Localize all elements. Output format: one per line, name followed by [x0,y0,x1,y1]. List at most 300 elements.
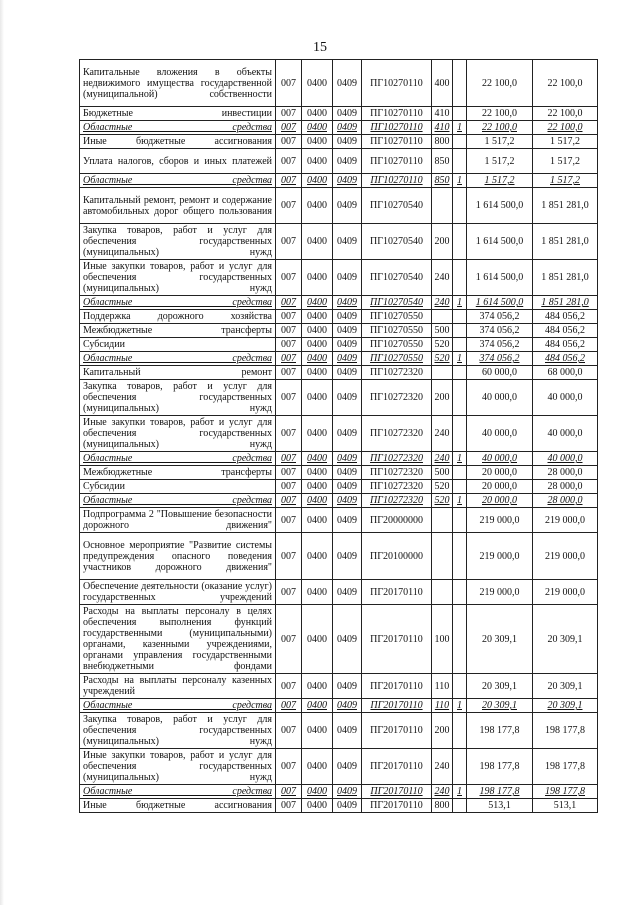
department-code-text: 007 [281,633,296,645]
target-article-code-text: ПГ10272320 [370,495,423,506]
target-article-code-text: ПГ10270110 [370,108,423,119]
row-name [80,224,276,260]
table-row [80,149,598,174]
row-name [80,749,276,785]
department-code [276,260,302,296]
expense-type-code [432,296,453,310]
amount-year-2 [533,380,598,416]
subsection-code-text: 0409 [337,236,357,247]
page-number: 15 [313,40,327,55]
target-article-code-text: ПГ10270110 [370,77,423,89]
row-name [80,799,276,813]
source-code [453,785,467,799]
row-name-text: Закупка товаров, работ и услуг для обеспечения государственных (муниципальных) нужд [83,225,272,258]
section-code [302,224,333,260]
target-article-code-text: ПГ20170110 [370,633,423,645]
target-article-code [362,135,432,149]
amount-year-2 [533,60,598,107]
target-article-code-text: ПГ10270540 [369,236,423,247]
subsection-code [333,352,362,366]
section-code-text: 0400 [307,467,327,478]
target-article-code-text: ПГ10270540 [369,272,423,283]
source-code [453,494,467,508]
target-article-code-text: ПГ20170110 [370,786,423,797]
table-row [80,107,598,121]
source-code-text: 1 [457,353,462,364]
department-code [276,580,302,605]
amount-year-2 [533,674,598,699]
subsection-code [333,533,362,580]
amount-year-2-text: 40 000,0 [547,428,583,439]
row-name [80,121,276,135]
section-code [302,188,333,224]
amount-year-2-text: 484 056,2 [545,311,585,322]
amount-year-1-text: 20 000,0 [482,467,517,478]
subsection-code-text: 0409 [337,467,357,478]
section-code-text: 0400 [307,392,327,403]
department-code-text: 007 [281,586,296,598]
department-code [276,466,302,480]
row-name [80,533,276,580]
table-row [80,135,598,149]
expense-type-code-text: 520 [434,353,450,364]
source-code [453,799,467,813]
section-code-text: 0400 [307,325,327,336]
subsection-code-text: 0409 [337,514,357,526]
expense-type-code [432,605,453,674]
section-code [302,366,333,380]
department-code [276,480,302,494]
expense-type-code-text: 800 [434,136,450,147]
department-code [276,674,302,699]
table-row [80,674,598,699]
department-code-text: 007 [281,272,296,283]
target-article-code-text: ПГ20100000 [369,550,423,562]
amount-year-2-text: 22 100,0 [547,122,583,133]
section-code-text: 0400 [307,453,327,464]
amount-year-1 [467,310,533,324]
source-code [453,452,467,466]
amount-year-2-text: 28 000,0 [547,495,583,506]
amount-year-1 [467,366,533,380]
target-article-code-text: ПГ20170110 [370,680,423,692]
target-article-code-text: ПГ10270110 [370,136,423,147]
expense-type-code-text: 500 [434,467,450,478]
target-article-code [362,60,432,107]
source-code [453,508,467,533]
expense-type-code [432,149,453,174]
amount-year-1-text: 374 056,2 [479,325,520,336]
department-code-text: 007 [281,725,296,736]
amount-year-2-text: 198 177,8 [545,786,585,797]
amount-year-2-text: 484 056,2 [545,325,585,336]
row-name-text: Областные средства [83,700,272,711]
subsection-code [333,60,362,107]
amount-year-1 [467,713,533,749]
source-code-text: 1 [457,453,462,464]
department-code [276,121,302,135]
table-body [80,60,598,813]
table-row [80,799,598,813]
row-name-text: Основное мероприятие "Развитие системы предупреждения опасного поведения участников дорожного движения" [83,539,272,573]
amount-year-1-text: 20 309,1 [482,680,517,692]
amount-year-1 [467,380,533,416]
row-name-text: Межбюджетные трансферты [83,467,272,478]
row-name-text: Субсидии [83,339,125,350]
row-name-text: Иные бюджетные ассигнования [83,800,272,811]
expense-type-code [432,310,453,324]
source-code [453,674,467,699]
row-name-text: Областные средства [83,122,272,133]
target-article-code [362,494,432,508]
row-name [80,149,276,174]
subsection-code [333,480,362,494]
section-code-text: 0400 [307,725,327,736]
amount-year-2 [533,494,598,508]
amount-year-1 [467,605,533,674]
target-article-code [362,452,432,466]
target-article-code [362,107,432,121]
subsection-code-text: 0409 [337,453,357,464]
subsection-code [333,107,362,121]
amount-year-2 [533,466,598,480]
amount-year-1 [467,149,533,174]
subsection-code [333,605,362,674]
target-article-code [362,352,432,366]
subsection-code-text: 0409 [337,175,357,186]
target-article-code [362,533,432,580]
target-article-code-text: ПГ20170110 [370,586,423,598]
source-code [453,60,467,107]
section-code-text: 0400 [307,108,327,119]
subsection-code [333,785,362,799]
expense-type-code [432,580,453,605]
section-code [302,296,333,310]
section-code [302,749,333,785]
target-article-code [362,580,432,605]
expense-type-code [432,135,453,149]
table-row [80,380,598,416]
row-name [80,508,276,533]
amount-year-1 [467,466,533,480]
subsection-code-text: 0409 [337,155,357,167]
expense-type-code [432,60,453,107]
department-code-text: 007 [281,325,296,336]
expense-type-code [432,466,453,480]
section-code-text: 0400 [307,800,327,811]
target-article-code-text: ПГ10270550 [369,325,423,336]
source-code [453,135,467,149]
row-name [80,107,276,121]
amount-year-2-text: 1 851 281,0 [541,272,589,283]
source-code [453,174,467,188]
subsection-code-text: 0409 [337,77,357,89]
expense-type-code [432,749,453,785]
row-name [80,324,276,338]
amount-year-2-text: 1 517,2 [550,136,580,147]
subsection-code-text: 0409 [337,761,357,772]
row-name-text: Областные средства [83,353,272,364]
amount-year-2 [533,107,598,121]
expense-type-code [432,380,453,416]
source-code [453,533,467,580]
amount-year-1-text: 1 614 500,0 [475,200,524,211]
subsection-code [333,324,362,338]
section-code [302,699,333,713]
amount-year-1-text: 374 056,2 [479,339,520,350]
expense-type-code-text: 200 [434,236,450,247]
amount-year-1-text: 1 614 500,0 [475,272,524,283]
expense-type-code [432,260,453,296]
amount-year-2-text: 1 517,2 [550,155,580,167]
amount-year-2-text: 22 100,0 [547,108,583,119]
expense-type-code-text: 110 [434,700,450,711]
source-code [453,296,467,310]
department-code-text: 007 [281,175,296,186]
amount-year-2-text: 40 000,0 [547,453,583,464]
department-code-text: 007 [281,453,296,464]
section-code-text: 0400 [307,136,327,147]
subsection-code [333,674,362,699]
amount-year-2 [533,713,598,749]
amount-year-1-text: 513,1 [488,800,511,811]
section-code [302,480,333,494]
department-code-text: 007 [281,155,296,167]
target-article-code-text: ПГ20170110 [370,725,423,736]
amount-year-1-text: 40 000,0 [482,453,517,464]
row-name-text: Закупка товаров, работ и услуг для обеспечения государственных (муниципальных) нужд [83,381,272,414]
subsection-code [333,296,362,310]
department-code-text: 007 [281,353,296,364]
expense-type-code [432,188,453,224]
amount-year-1 [467,508,533,533]
amount-year-1-text: 22 100,0 [482,108,517,119]
section-code [302,605,333,674]
target-article-code [362,799,432,813]
amount-year-1 [467,224,533,260]
source-code [453,605,467,674]
expense-type-code-text: 240 [434,272,450,283]
table-row [80,533,598,580]
expense-type-code-text: 240 [434,297,450,308]
section-code [302,580,333,605]
target-article-code-text: ПГ20170110 [370,700,423,711]
amount-year-2-text: 484 056,2 [545,339,585,350]
row-name [80,699,276,713]
expense-type-code-text: 240 [434,761,450,772]
table-row [80,699,598,713]
amount-year-2-text: 1 517,2 [550,175,580,186]
section-code-text: 0400 [307,367,327,378]
expense-type-code [432,713,453,749]
table-row [80,338,598,352]
table-row [80,480,598,494]
source-code-text: 1 [457,700,462,711]
row-name-text: Областные средства [83,297,272,308]
amount-year-1 [467,338,533,352]
amount-year-2 [533,188,598,224]
amount-year-2-text: 40 000,0 [547,392,583,403]
subsection-code [333,188,362,224]
subsection-code-text: 0409 [337,495,357,506]
amount-year-2 [533,121,598,135]
target-article-code [362,674,432,699]
amount-year-2 [533,149,598,174]
row-name-text: Областные средства [83,495,272,506]
department-code [276,149,302,174]
table-row [80,416,598,452]
section-code [302,674,333,699]
amount-year-2-text: 198 177,8 [545,761,585,772]
amount-year-2-text: 28 000,0 [547,481,583,492]
subsection-code [333,452,362,466]
source-code [453,580,467,605]
amount-year-1-text: 198 177,8 [479,761,520,772]
section-code-text: 0400 [307,481,327,492]
source-code [453,260,467,296]
department-code [276,749,302,785]
expense-type-code-text: 200 [434,725,450,736]
row-name-text: Капитальный ремонт [83,367,272,378]
target-article-code [362,466,432,480]
section-code [302,785,333,799]
amount-year-2-text: 28 000,0 [547,467,583,478]
expense-type-code-text: 520 [434,481,450,492]
row-name [80,338,276,352]
row-name [80,310,276,324]
amount-year-1-text: 1 517,2 [484,136,515,147]
department-code-text: 007 [281,339,296,350]
source-code [453,466,467,480]
amount-year-1-text: 219 000,0 [479,550,520,562]
section-code-text: 0400 [307,428,327,439]
amount-year-2 [533,366,598,380]
subsection-code [333,580,362,605]
expense-type-code [432,480,453,494]
section-code-text: 0400 [307,175,327,186]
section-code [302,508,333,533]
amount-year-2-text: 484 056,2 [545,353,585,364]
subsection-code [333,260,362,296]
department-code-text: 007 [281,680,296,692]
amount-year-1-text: 219 000,0 [479,586,520,598]
expense-type-code-text: 100 [434,633,450,645]
department-code [276,310,302,324]
source-code [453,713,467,749]
department-code-text: 007 [281,236,296,247]
table-row [80,60,598,107]
target-article-code [362,338,432,352]
department-code-text: 007 [281,297,296,308]
department-code-text: 007 [281,122,296,133]
subsection-code [333,749,362,785]
amount-year-1-text: 20 000,0 [482,481,517,492]
amount-year-2-text: 1 851 281,0 [541,200,589,211]
amount-year-1-text: 1 614 500,0 [475,297,524,308]
target-article-code-text: ПГ10270550 [370,353,423,364]
amount-year-1 [467,580,533,605]
section-code-text: 0400 [307,339,327,350]
amount-year-1-text: 40 000,0 [482,392,517,403]
target-article-code-text: ПГ10270110 [370,155,423,167]
amount-year-2-text: 20 309,1 [547,633,583,645]
amount-year-2-text: 68 000,0 [547,367,583,378]
section-code-text: 0400 [307,700,327,711]
source-code-text: 1 [457,495,462,506]
amount-year-1-text: 20 309,1 [482,633,517,645]
row-name-text: Иные бюджетные ассигнования [83,136,272,147]
row-name [80,713,276,749]
subsection-code-text: 0409 [337,353,357,364]
subsection-code-text: 0409 [337,392,357,403]
amount-year-2 [533,605,598,674]
section-code-text: 0400 [307,761,327,772]
target-article-code [362,699,432,713]
department-code [276,533,302,580]
table-row [80,366,598,380]
scan-edge [0,0,4,905]
row-name [80,174,276,188]
department-code [276,713,302,749]
department-code [276,494,302,508]
subsection-code [333,713,362,749]
department-code [276,605,302,674]
section-code [302,338,333,352]
amount-year-1-text: 1 614 500,0 [475,236,524,247]
department-code-text: 007 [281,200,296,211]
row-name-text: Подпрограмма 2 "Повышение безопасности дорожного движения" [83,509,272,531]
expense-type-code-text: 410 [434,122,450,133]
amount-year-1 [467,107,533,121]
amount-year-2 [533,785,598,799]
row-name [80,60,276,107]
row-name [80,416,276,452]
row-name-text: Межбюджетные трансферты [83,325,272,336]
section-code [302,452,333,466]
expense-type-code-text: 110 [434,680,450,692]
table-row [80,352,598,366]
subsection-code [333,799,362,813]
target-article-code [362,121,432,135]
subsection-code [333,508,362,533]
amount-year-1 [467,799,533,813]
expense-type-code [432,338,453,352]
target-article-code [362,749,432,785]
row-name [80,366,276,380]
subsection-code-text: 0409 [337,633,357,645]
department-code [276,785,302,799]
target-article-code [362,508,432,533]
department-code [276,224,302,260]
expense-type-code [432,674,453,699]
subsection-code-text: 0409 [337,786,357,797]
section-code-text: 0400 [307,586,327,598]
subsection-code-text: 0409 [337,700,357,711]
amount-year-1 [467,352,533,366]
source-code [453,352,467,366]
amount-year-1-text: 198 177,8 [479,786,520,797]
section-code [302,260,333,296]
expense-type-code [432,174,453,188]
amount-year-1 [467,699,533,713]
department-code [276,366,302,380]
section-code-text: 0400 [307,514,327,526]
amount-year-1-text: 219 000,0 [479,514,520,526]
expense-type-code [432,785,453,799]
department-code-text: 007 [281,800,296,811]
table-row [80,310,598,324]
row-name-text: Уплата налогов, сборов и иных платежей [83,155,272,167]
